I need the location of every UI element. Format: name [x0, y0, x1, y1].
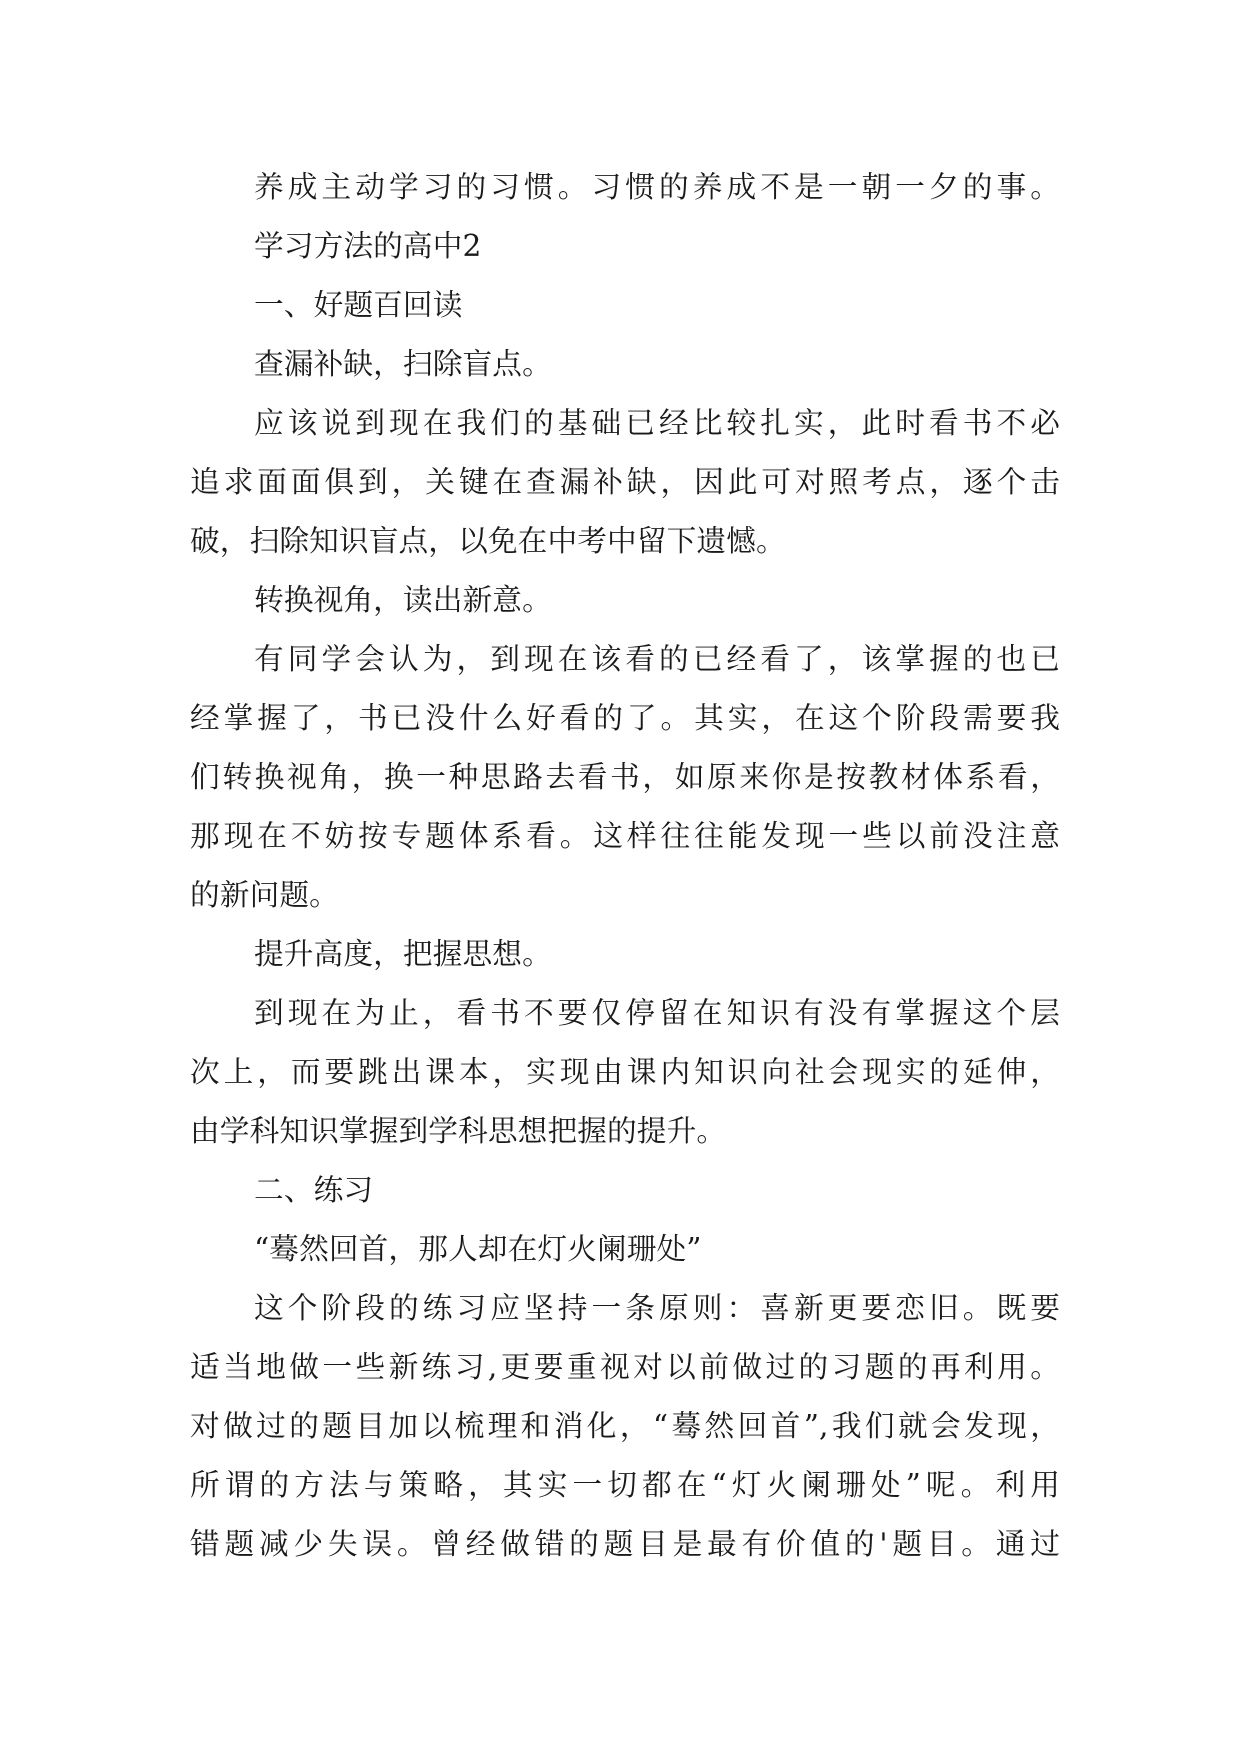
text-line: 转换视角，读出新意。	[254, 583, 552, 618]
text-line: 追求面面俱到，关键在查漏补缺，因此可对照考点，逐个击	[190, 465, 1060, 500]
text-line: 对做过的题目加以梳理和消化，“蓦然回首”,我们就会发现，	[190, 1409, 1060, 1444]
text-line: 破，扫除知识盲点，以免在中考中留下遗憾。	[190, 524, 786, 559]
text-line: 应该说到现在我们的基础已经比较扎实，此时看书不必	[254, 406, 1060, 441]
text-line: 二、练习	[254, 1173, 374, 1208]
text-line: 错题减少失误。曾经做错的题目是最有价值的'题目。通过	[190, 1527, 1060, 1562]
text-line: 那现在不妨按专题体系看。这样往往能发现一些以前没注意	[190, 819, 1060, 854]
text-line: 所谓的方法与策略，其实一切都在“灯火阑珊处”呢。利用	[190, 1468, 1060, 1503]
text-line: 提升高度，把握思想。	[254, 937, 552, 972]
text-line: 到现在为止，看书不要仅停留在知识有没有掌握这个层	[254, 996, 1060, 1031]
text-line: 一、好题百回读	[254, 288, 463, 323]
text-line: 学习方法的高中2	[254, 229, 482, 264]
text-line: 们转换视角，换一种思路去看书，如原来你是按教材体系看，	[190, 760, 1060, 795]
text-line: 的新问题。	[190, 878, 339, 913]
document-body	[190, 158, 1060, 1574]
text-line: 养成主动学习的习惯。习惯的养成不是一朝一夕的事。	[254, 170, 1060, 205]
text-line: 这个阶段的练习应坚持一条原则：喜新更要恋旧。既要	[254, 1291, 1060, 1326]
text-line: “蓦然回首，那人却在灯火阑珊处”	[254, 1232, 702, 1267]
text-line: 经掌握了，书已没什么好看的了。其实，在这个阶段需要我	[190, 701, 1060, 736]
text-line: 查漏补缺，扫除盲点。	[254, 347, 552, 382]
text-line: 适当地做一些新练习,更要重视对以前做过的习题的再利用。	[190, 1350, 1060, 1385]
text-line: 有同学会认为，到现在该看的已经看了，该掌握的也已	[254, 642, 1060, 677]
text-line: 由学科知识掌握到学科思想把握的提升。	[190, 1114, 727, 1149]
text-line: 次上，而要跳出课本，实现由课内知识向社会现实的延伸，	[190, 1055, 1060, 1090]
